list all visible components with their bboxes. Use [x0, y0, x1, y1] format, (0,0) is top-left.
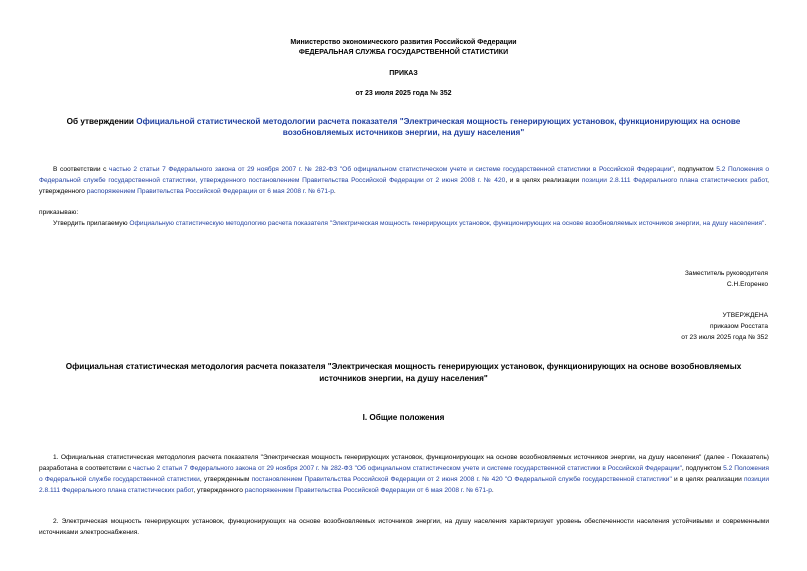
paragraph-text: , утвержденным — [199, 476, 252, 483]
doc-date: от 23 июля 2025 года № 352 — [355, 90, 452, 97]
service-name: ФЕДЕРАЛЬНАЯ СЛУЖБА ГОСУДАРСТВЕННОЙ СТАТИСТИКИ — [298, 49, 509, 56]
doc-type: ПРИКАЗ — [389, 70, 418, 77]
paragraph-text: . — [491, 487, 494, 494]
order-text: . — [764, 220, 767, 227]
approved-word: УТВЕРЖДЕНА — [722, 312, 768, 319]
preamble-link-law[interactable]: частью 2 статьи 7 Федерального закона от 29 ноября 2007 г. № 282-ФЗ "Об официальном статистическом учете и системе государственной статистики в Российской Федерации" — [109, 166, 674, 173]
section-heading: I. Общие положения — [362, 413, 445, 422]
paragraph-text: , подпунктом — [681, 465, 724, 472]
signature-name: С.Н.Егоренко — [726, 281, 768, 288]
order-text: Утвердить прилагаемую — [53, 220, 130, 227]
preamble-link-order[interactable]: распоряжением Правительства Российской Федерации от 6 мая 2008 г. № 671-р — [86, 188, 334, 195]
preamble-paragraph — [39, 164, 769, 197]
paragraph-link-regulation[interactable]: 5.2 Положения о Федеральной службе государственной статистики — [39, 465, 769, 483]
paragraph-link-order[interactable]: распоряжением Правительства Российской Федерации от 6 мая 2008 г. № 671-р — [244, 487, 492, 494]
title-prefix: Об утверждении — [66, 117, 137, 126]
approved-date: от 23 июля 2025 года № 352 — [681, 334, 768, 341]
ministry-name: Министерство экономического развития Российской Федерации — [290, 39, 517, 46]
methodology-title: Официальная статистическая методология расчета показателя "Электрическая мощность генерирующих установок, функционирующих на основе возобновляемых источников энергии, на душу населения" — [65, 362, 742, 383]
section-paragraph-1 — [39, 452, 769, 496]
paragraph-text: , утвержденного — [193, 487, 245, 494]
section-paragraph-2: 2. Электрическая мощность генерирующих установок, функционирующих на основе возобновляемых источников энергии, на душу населения характеризует уровень обеспеченности населения устойчивыми и современными источниками электроснабжения. — [39, 518, 769, 536]
paragraph-link-decree[interactable]: постановлением Правительства Российской Федерации от 2 июня 2008 г. № 420 "О Федеральной службе государственной статистики" — [251, 476, 672, 483]
paragraph-link-plan[interactable]: позиции 2.8.111 Федерального плана статистических работ — [39, 476, 769, 494]
order-paragraph — [39, 218, 769, 229]
order-label: приказываю: — [39, 209, 79, 216]
title-link[interactable]: Официальной статистической методологии расчета показателя "Электрическая мощность генерирующих установок, функционирующих на основе возобновляемых источников энергии, на душу населения" — [136, 117, 741, 137]
preamble-text: , подпунктом — [673, 166, 717, 173]
paragraph-text: 1. Официальная статистическая методология расчета показателя "Электрическая мощность генерирующих установок, функционирующих на основе возобновляемых источников энергии, на душу населения" (далее - Показатель) разработана в соответствии с — [39, 454, 769, 472]
paragraph-link-law[interactable]: частью 2 статьи 7 Федерального закона от 29 ноября 2007 г. № 282-ФЗ "Об официальном статистическом учете и системе государственной статистики в Российской Федерации" — [132, 465, 682, 472]
preamble-text: В соответствии с — [53, 166, 110, 173]
preamble-text: . — [333, 188, 336, 195]
preamble-text: , и в целях реализации — [505, 177, 582, 184]
doc-title — [50, 116, 757, 138]
signature-position: Заместитель руководителя — [684, 270, 768, 277]
order-link-methodology[interactable]: Официальную статистическую методологию расчета показателя "Электрическая мощность генерирующих установок, функционирующих на основе возобновляемых источников энергии, на душу населения" — [129, 220, 765, 227]
approved-by: приказом Росстата — [710, 323, 768, 330]
paragraph-text: и в целях реализации — [671, 476, 744, 483]
preamble-link-plan[interactable]: позиции 2.8.111 Федерального плана статистических работ — [581, 177, 768, 184]
preamble-link-regulation[interactable]: 5.2 Положения о Федеральной службе государственной статистики, утвержденного постановлением Правительства Российской Федерации от 2 июня 2008 г. № 420 — [39, 166, 770, 184]
preamble-text: , утвержденного — [39, 177, 769, 195]
